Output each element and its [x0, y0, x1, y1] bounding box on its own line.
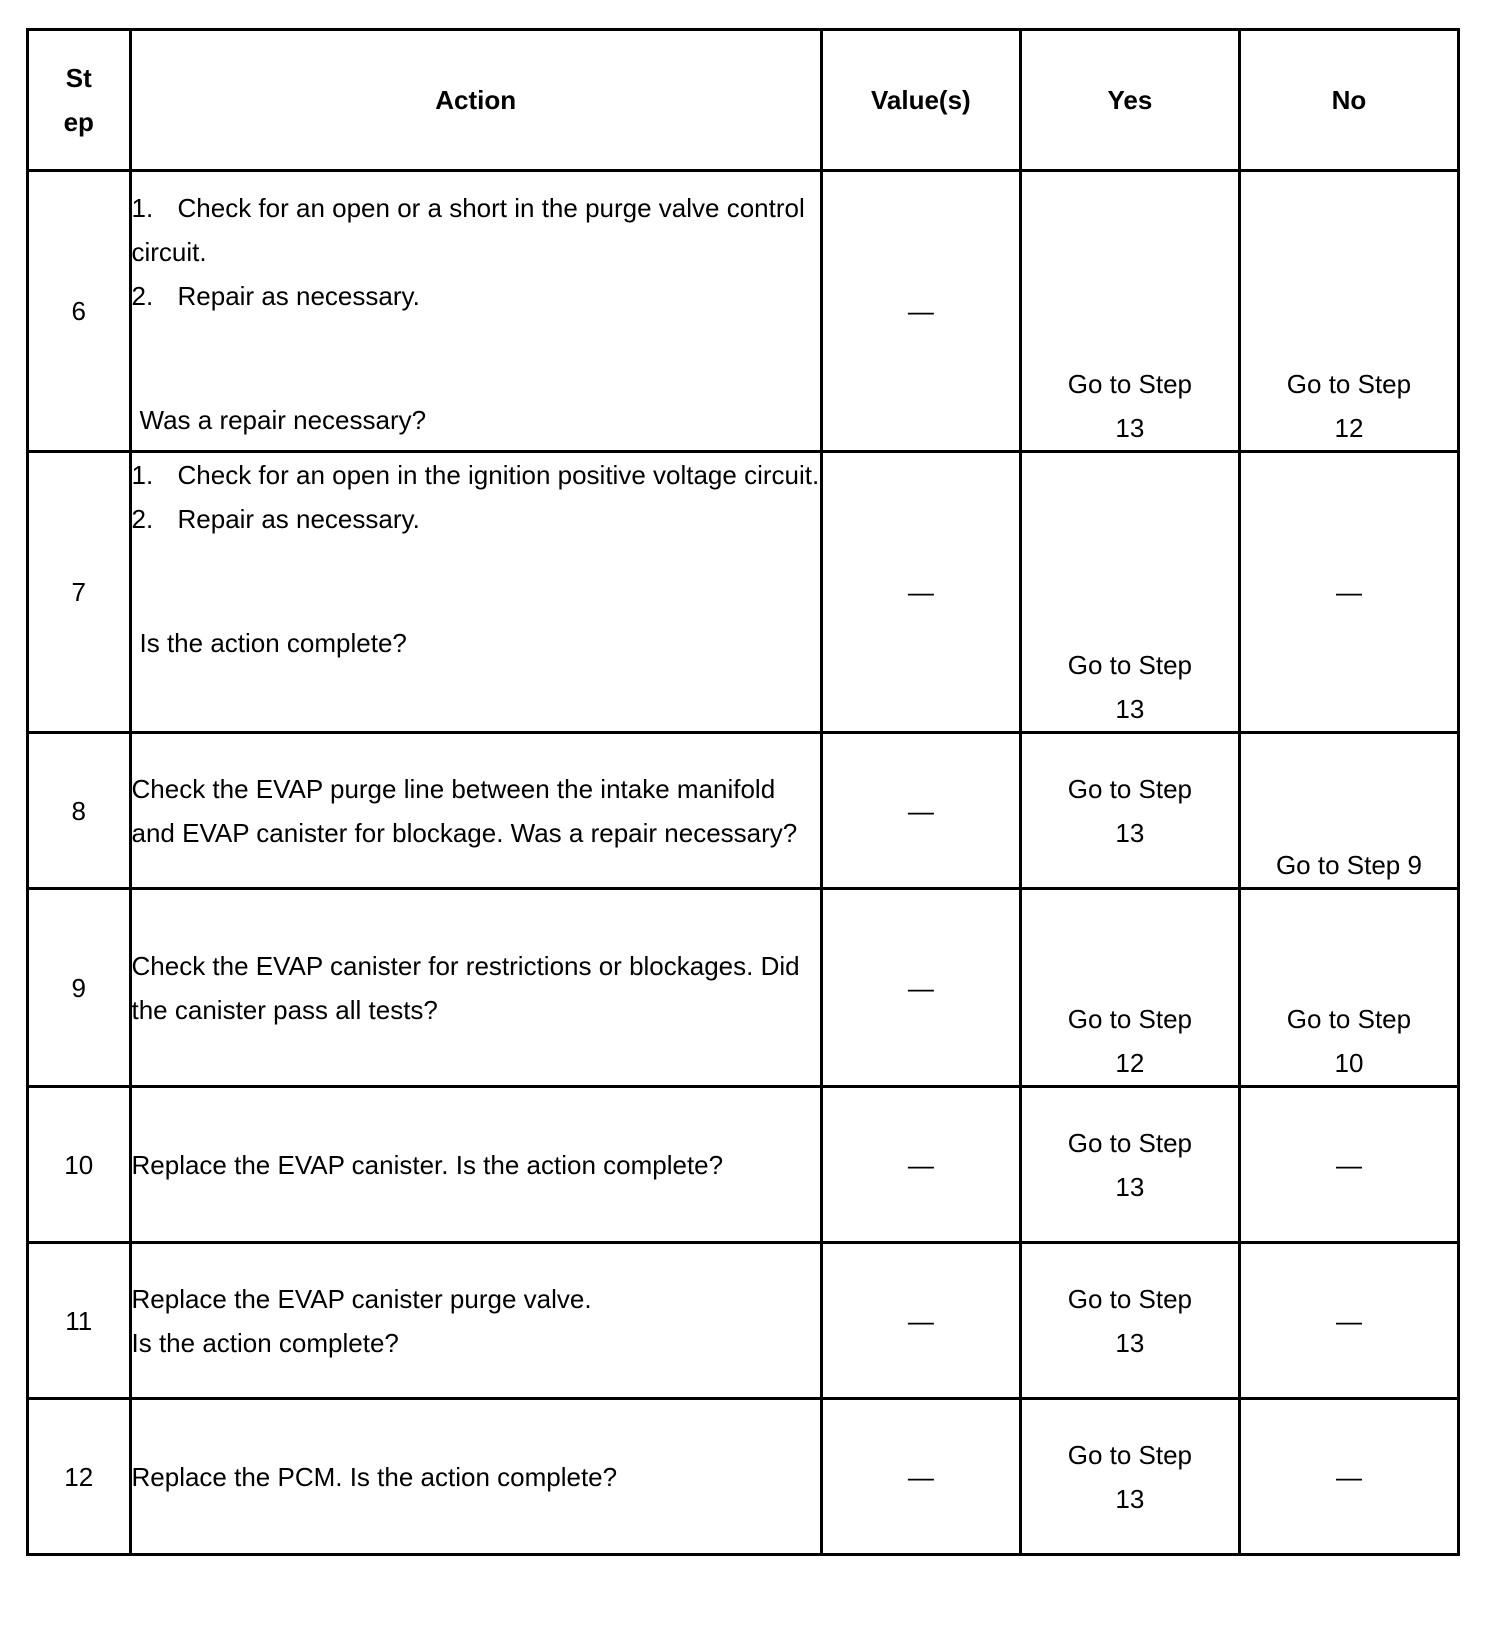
- step-number: 8: [28, 733, 131, 889]
- action-cell: Check the EVAP purge line between the intake manifold and EVAP canister for blockage. Was a repair necessary?: [130, 733, 821, 889]
- yes-cell: Go to Step 13: [1020, 1243, 1239, 1399]
- header-no: No: [1239, 30, 1458, 171]
- step-number: 11: [28, 1243, 131, 1399]
- header-row: [28, 30, 1459, 171]
- no-cell: —: [1239, 1243, 1458, 1399]
- table-row: [28, 1399, 1459, 1555]
- step-number: 7: [28, 452, 131, 733]
- action-item: 1. Check for an open in the ignition positive voltage circuit.: [131, 460, 820, 490]
- yes-cell: Go to Step 13: [1020, 1087, 1239, 1243]
- action-cell: Replace the EVAP canister purge valve. Is the action complete?: [130, 1243, 821, 1399]
- table-row: [28, 1243, 1459, 1399]
- no-cell: —: [1239, 1087, 1458, 1243]
- no-cell: —: [1239, 452, 1458, 733]
- header-step: [28, 30, 131, 171]
- header-step-line2: ep: [63, 107, 94, 137]
- table-row: [28, 452, 1459, 733]
- action-cell: [130, 452, 821, 733]
- table-row: [28, 171, 1459, 452]
- value-cell: —: [821, 733, 1020, 889]
- value-cell: —: [821, 1399, 1020, 1555]
- yes-cell: Go to Step 13: [1020, 1399, 1239, 1555]
- yes-cell: Go to Step 12: [1020, 889, 1239, 1087]
- no-cell: Go to Step 12: [1239, 171, 1458, 452]
- no-cell: —: [1239, 1399, 1458, 1555]
- action-cell: Replace the EVAP canister. Is the action complete?: [130, 1087, 821, 1243]
- action-item: 2. Repair as necessary.: [131, 281, 420, 311]
- diagnostic-steps-table: [26, 28, 1460, 1556]
- table-row: [28, 1087, 1459, 1243]
- action-cell: Check the EVAP canister for restrictions or blockages. Did the canister pass all tests?: [130, 889, 821, 1087]
- value-cell: —: [821, 452, 1020, 733]
- yes-cell: Go to Step 13: [1020, 171, 1239, 452]
- action-question: Is the action complete?: [139, 628, 407, 658]
- table-row: [28, 889, 1459, 1087]
- table-row: [28, 733, 1459, 889]
- no-cell: Go to Step 10: [1239, 889, 1458, 1087]
- step-number: 12: [28, 1399, 131, 1555]
- step-number: 10: [28, 1087, 131, 1243]
- header-values: Value(s): [821, 30, 1020, 171]
- value-cell: —: [821, 171, 1020, 452]
- action-cell: [130, 171, 821, 452]
- action-cell: Replace the PCM. Is the action complete?: [130, 1399, 821, 1555]
- action-question: Was a repair necessary?: [139, 405, 427, 435]
- header-yes: Yes: [1020, 30, 1239, 171]
- value-cell: —: [821, 1087, 1020, 1243]
- yes-cell: Go to Step 13: [1020, 733, 1239, 889]
- yes-cell: Go to Step 13: [1020, 452, 1239, 733]
- no-cell: Go to Step 9: [1239, 733, 1458, 889]
- value-cell: —: [821, 1243, 1020, 1399]
- action-item: 2. Repair as necessary.: [131, 504, 420, 534]
- header-action: Action: [130, 30, 821, 171]
- step-number: 9: [28, 889, 131, 1087]
- action-item: 1. Check for an open or a short in the purge valve control circuit.: [131, 193, 805, 267]
- header-step-line1: St: [65, 63, 92, 93]
- step-number: 6: [28, 171, 131, 452]
- value-cell: —: [821, 889, 1020, 1087]
